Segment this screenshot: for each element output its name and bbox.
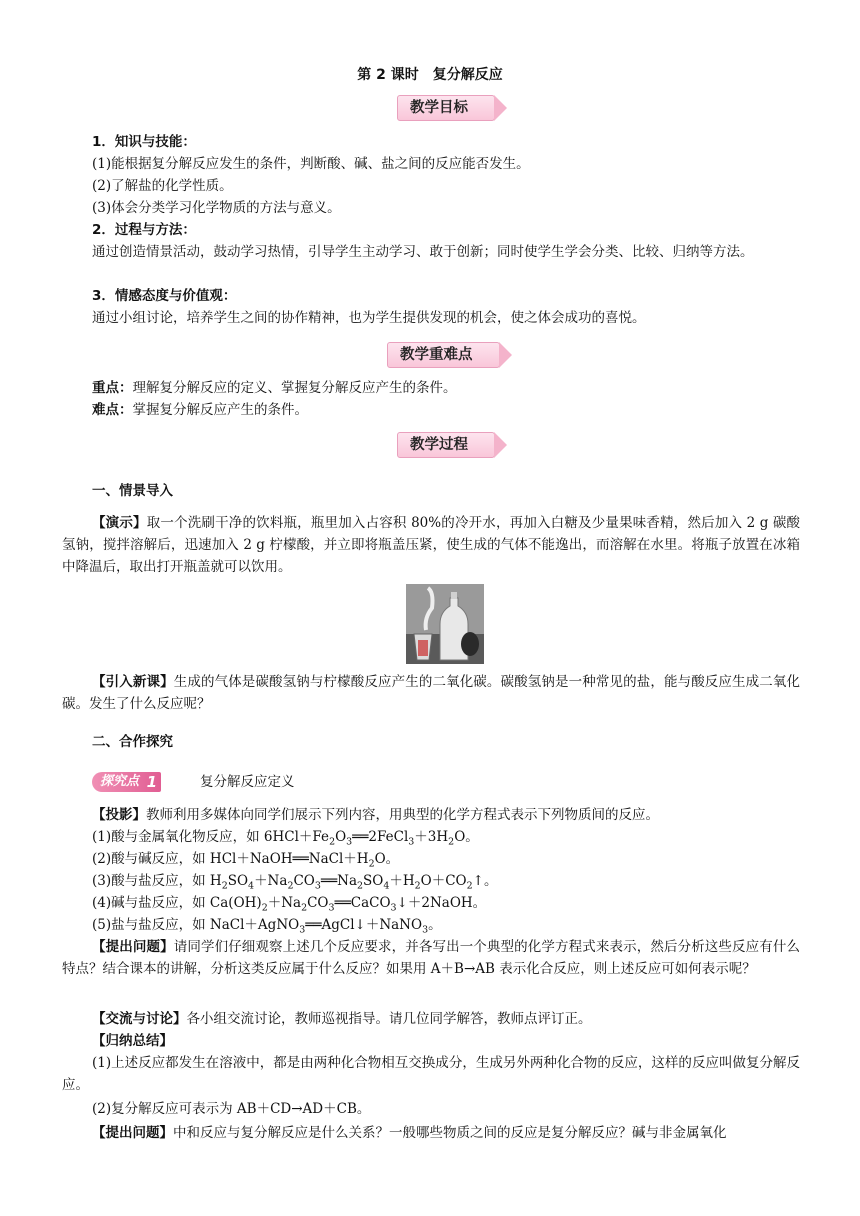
reaction-5 <box>92 914 800 936</box>
key-point-label: 重点： <box>92 380 133 396</box>
reaction-1 <box>92 826 800 848</box>
goal-heading-emotion: 3．情感态度与价值观： <box>92 288 237 304</box>
bottle-experiment-photo <box>406 584 484 664</box>
question-2-line <box>92 1122 800 1144</box>
reaction-4 <box>92 892 800 914</box>
equation-1: $6HCl+Fe_2O_3══2FeCl_3+3H_2O$。 <box>263 829 479 848</box>
summary-1: (1)上述反应都发生在溶液中，都是由两种化合物相互交换成分，生成另外两种化合物的反应，这样的反应叫做复分解反应。 <box>62 1055 800 1093</box>
reaction-2-text: (2)酸与碱反应，如 <box>92 851 210 867</box>
question-1-text: 请同学们仔细观察上述几个反应要求，并各写出一个典型的化学方程式来表示，然后分析这些反应有什么特点？结合课本的讲解，分析这类反应属于什么反应？如果用 A＋B→AB 表示化合反应，则上述反应可如何表示呢？ <box>62 939 801 977</box>
reaction-3 <box>92 870 800 892</box>
question-1-paragraph <box>62 936 800 980</box>
bottle-illustration <box>406 584 484 664</box>
goal-heading-process: 2．过程与方法： <box>92 222 196 238</box>
equation-4: $Ca(OH)_2+Na_2CO_3══CaCO_3↓+2NaOH$。 <box>209 895 487 914</box>
intro-paragraph <box>62 671 800 715</box>
question-2-label: 【提出问题】 <box>92 1125 173 1141</box>
difficulty-label: 难点： <box>92 402 133 418</box>
explore-point-tag-label: 探究点 <box>100 774 140 789</box>
explore-point-number: 1 <box>146 773 158 791</box>
demo-paragraph <box>62 512 800 578</box>
projection-line <box>92 804 800 826</box>
discussion-label: 【交流与讨论】 <box>92 1011 187 1027</box>
summary-2: (2)复分解反应可表示为 AB＋CD→AD＋CB。 <box>92 1101 371 1117</box>
question-2-text: 中和反应与复分解反应是什么关系？一般哪些物质之间的反应是复分解反应？碱与非金属氧化 <box>173 1125 727 1141</box>
reaction-2 <box>92 848 800 870</box>
goal-knowledge-3: (3)体会分类学习化学物质的方法与意义。 <box>92 200 341 216</box>
goal-heading-knowledge: 1．知识与技能： <box>92 134 196 150</box>
demo-text: 取一个洗刷干净的饮料瓶，瓶里加入占容积 80%的冷开水，再加入白糖及少量果味香精，然后加入 2 g 碳酸氢钠，搅拌溶解后，迅速加入 2 g 柠檬酸，并立即将瓶盖压紧，使生成的气体不能逸出，而溶解在水里。将瓶子放置在冰箱中降温后，取出打开瓶盖就可以饮用。 <box>62 515 800 575</box>
reaction-4-text: (4)碱与盐反应，如 <box>92 895 210 911</box>
goal-knowledge-2: (2)了解盐的化学性质。 <box>92 178 233 194</box>
section-badge-key-points: 教学重难点 <box>387 342 500 368</box>
discussion-line <box>92 1008 800 1030</box>
goal-knowledge-1: (1)能根据复分解反应发生的条件，判断酸、碱、盐之间的反应能否发生。 <box>92 156 530 172</box>
difficulty-text: 掌握复分解反应产生的条件。 <box>132 402 308 418</box>
explore-point-tag <box>92 772 161 792</box>
lesson-title: 第 2 课时 复分解反应 <box>357 67 503 83</box>
reaction-1-text: (1)酸与金属氧化物反应，如 <box>92 829 264 845</box>
key-point-text: 理解复分解反应的定义、掌握复分解反应产生的条件。 <box>132 380 457 396</box>
intro-text: 生成的气体是碳酸氢钠与柠檬酸反应产生的二氧化碳。碳酸氢钠是一种常见的盐，能与酸反应生成二氧化碳。发生了什么反应呢？ <box>62 674 801 712</box>
difficulty-line <box>92 399 800 421</box>
key-point-line <box>92 377 800 399</box>
projection-label: 【投影】 <box>92 807 146 823</box>
question-1-label: 【提出问题】 <box>92 939 174 955</box>
demo-label: 【演示】 <box>92 515 147 531</box>
summary-label: 【归纳总结】 <box>92 1033 173 1049</box>
intro-label: 【引入新课】 <box>92 674 174 690</box>
section-badge-process: 教学过程 <box>397 432 495 458</box>
goal-process-text: 通过创造情景活动，鼓动学习热情，引导学生主动学习、敢于创新；同时使学生学会分类、比较、归纳等方法。 <box>92 244 754 260</box>
explore-point-title: 复分解反应定义 <box>200 774 295 790</box>
section-heading-intro: 一、情景导入 <box>92 483 173 499</box>
equation-3: $H_2SO_4+Na_2CO_3══Na_2SO_4+H_2O+CO_2↑$。 <box>209 873 498 892</box>
reaction-3-text: (3)酸与盐反应，如 <box>92 873 210 889</box>
section-heading-explore: 二、合作探究 <box>92 734 173 750</box>
goal-emotion-text: 通过小组讨论，培养学生之间的协作精神，也为学生提供发现的机会，使之体会成功的喜悦。 <box>92 310 646 326</box>
equation-5: NaCl＋AgNO$_3$══AgCl↓＋NaNO$_3$。 <box>209 917 442 936</box>
projection-text: 教师利用多媒体向同学们展示下列内容，用典型的化学方程式表示下列物质间的反应。 <box>146 807 659 823</box>
reaction-5-text: (5)盐与盐反应，如 <box>92 917 210 933</box>
section-badge-goals: 教学目标 <box>397 95 495 121</box>
discussion-text: 各小组交流讨论，教师巡视指导。请几位同学解答，教师点评订正。 <box>186 1011 592 1027</box>
equation-2: $HCl+NaOH══NaCl+H_2O$。 <box>209 851 400 870</box>
